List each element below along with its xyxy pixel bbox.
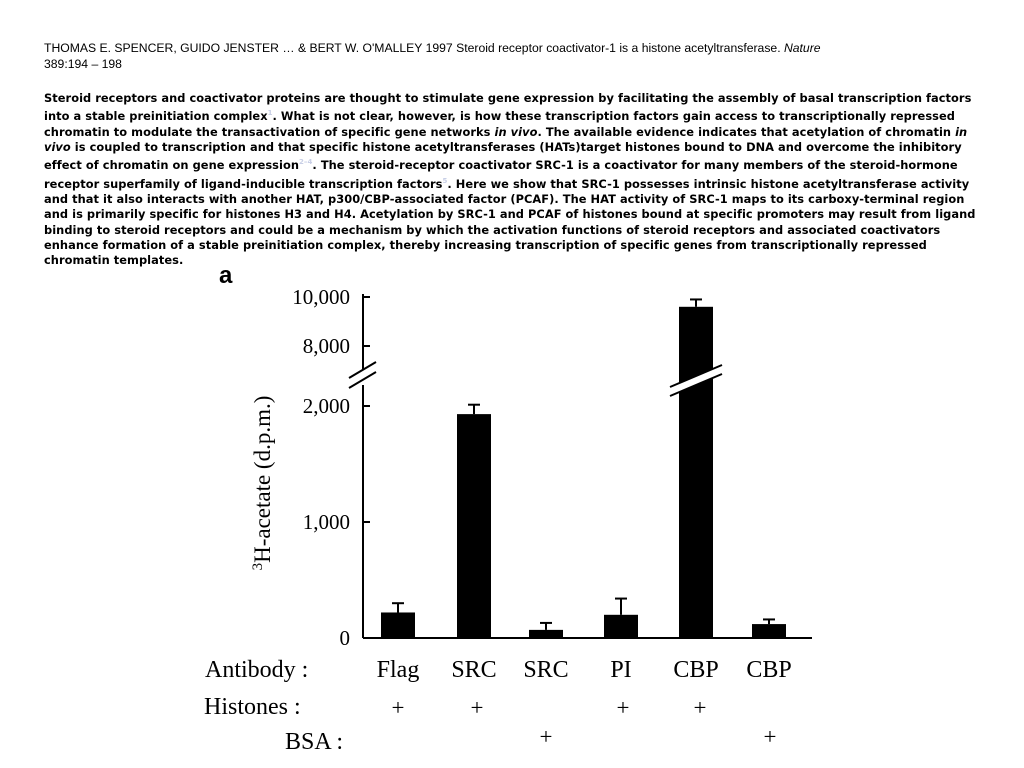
y-axis-title-text: H-acetate (d.p.m.) [250,395,275,563]
abstract-text: . Here we show that SRC-1 possesses intrinsic histone acetyltransferase activity and that it also interacts with another HAT, p300/CBP-associated factor (PCAF). The HAT activity of SRC-1 maps to its carboxy-terminal region and is primarily specific for histones H3 and H4. Acetylation by SRC-1 and PCAF of histones bound at specific promoters may result from ligand binding to steroid receptors and could be a mechanism by which the activation functions of steroid receptors and associated coactivators enhance formation of a stable preinitiation complex, thereby increasing transcription of specific genes from transcriptionally repressed chromatin templates. [44,176,976,268]
bsa-row-label: BSA : [285,729,344,755]
reference-link[interactable]: 2–4 [299,158,313,167]
condition-table [204,657,792,755]
histones-marker: + [693,695,707,720]
bar [381,612,415,638]
antibody-row-label: Antibody : [205,657,309,683]
svg-text:3H-acetate (d.p.m.) [250,396,275,571]
y-ticks [292,285,370,650]
y-tick-label: 0 [339,626,350,650]
bar [604,615,638,638]
y-axis-title [250,396,275,571]
abstract-emphasis: in vivo [494,124,538,139]
bar [679,307,713,638]
axes [363,294,812,638]
bsa-marker: + [539,724,553,749]
citation-journal: Nature [783,41,821,55]
axis-breaks [349,362,722,396]
citation-volume-pages: 389:194 – 198 [44,57,122,71]
histones-marker: + [391,695,405,720]
abstract-emphasis: in vivo [44,124,968,155]
panel-label: a [219,262,233,289]
y-tick-label: 2,000 [302,394,350,418]
y-axis-title-superscript: 3 [250,562,266,571]
bar [529,630,563,638]
y-tick-label: 1,000 [302,510,350,534]
x-category-label: SRC [523,657,569,683]
abstract-text: . What is not clear, however, is how these transcription factors gain access to transcriptionally repressed chromatin to modulate the transactivation of specific gene networks [44,109,955,139]
histones-row-label: Histones : [204,694,301,720]
x-category-label: CBP [746,657,792,683]
abstract-text: Steroid receptors and coactivator proteins are thought to stimulate gene expression by facilitating the assembly of basal transcription factors into a stable preinitiation complex [44,91,972,124]
x-category-label: CBP [673,657,719,683]
citation-year: 1997 [425,41,453,55]
x-category-label: PI [610,657,632,683]
citation-title: Steroid receptor coactivator-1 is a histone acetyltransferase. [456,41,781,55]
abstract-text: . The available evidence indicates that acetylation of chromatin [537,124,956,139]
abstract-text: is coupled to transcription and that specific histone acetyltransferases (HATs)target histones bound to DNA and overcome the inhibitory effect of chromatin on gene expression [44,140,962,173]
bar [752,624,786,638]
y-tick-label: 8,000 [302,334,350,358]
histones-marker: + [470,695,484,720]
histones-marker: + [616,695,630,720]
reference-link[interactable]: 1 [267,109,273,118]
x-category-label: SRC [451,657,497,683]
citation-authors: THOMAS E. SPENCER, GUIDO JENSTER … & BERT W. O'MALLEY [44,41,423,55]
bars [381,299,786,638]
abstract-text: . The steroid-receptor coactivator SRC-1 is a coactivator for many members of the steroid-hormone receptor superfamily of ligand-inducible transcription factors [44,158,958,191]
reference-link[interactable]: 5 [442,176,448,185]
bar [457,414,491,638]
bsa-marker: + [763,724,777,749]
x-category-label: Flag [376,657,420,683]
y-tick-label: 10,000 [292,285,350,309]
